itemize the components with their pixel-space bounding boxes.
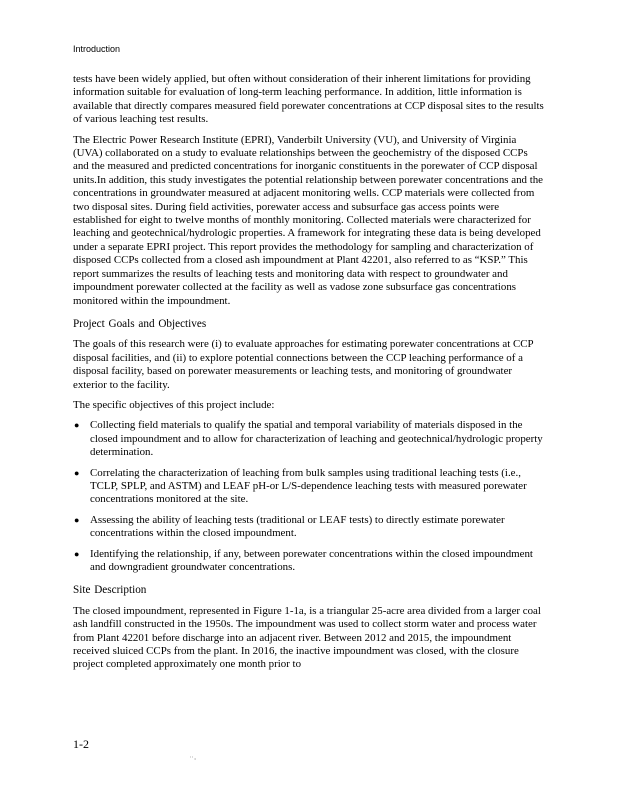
objective-text: Correlating the characterization of leaching from bulk samples using traditional leaching tests (i.e., TCLP, SPLP, and ASTM) and LEAF pH-or L/S-dependence leaching tests with measured porewater concentrations monitored at the site. — [90, 466, 527, 506]
intro-paragraph-2: The Electric Power Research Institute (EPRI), Vanderbilt University (VU), and University of Virginia (UVA) collaborated on a study to evaluate relationships between the geochemistry of the disposed CCPs and the measured and predicted concentrations for inorganic constituents in the porewater of CCP disposal units.In addition, this study investigates the potential relationship between porewater concentrations and the concentrations in groundwater measured at adjacent monitoring wells. CCP materials were collected from two disposal sites. During field activities, porewater access and subsurface gas access points were established for eight to twelve months of monthly monitoring. Collected materials were characterized for leaching and geotechnical/hydrologic properties. A framework for integrating these data is being developed under a separate EPRI project. This report provides the methodology for sampling and characterization of disposed CCPs collected from a closed ash impoundment at Plant 42201, also referred to as “KSP.” This report summarizes the results of leaching tests and monitoring data with respect to groundwater and impoundment porewater collected at the facility as well as vadose zone subsurface gas concentrations monitored within the impoundment. — [73, 133, 543, 307]
objective-text: Collecting field materials to qualify the spatial and temporal variability of materials disposed in the closed impoundment and to allow for characterization of leaching and geotechnical/hydrologic property determination. — [90, 419, 543, 459]
objectives-list — [73, 419, 545, 574]
footer-mark: ' ' ‹ — [190, 757, 196, 762]
site-paragraph: The closed impoundment, represented in Figure 1-1a, is a triangular 25-acre area divided from a larger coal ash landfill constructed in the 1950s. The impoundment was used to collect storm water and process water from Plant 42201 before discharge into an adjacent river. Between 2012 and 2015, the impoundment received sluiced CCPs from the plant. In 2016, the inactive impoundment was closed, with the closure project completed approximately one month prior to — [73, 604, 541, 671]
running-header: Introduction — [73, 44, 121, 54]
objective-item — [73, 467, 545, 507]
bullet-icon: ● — [74, 467, 80, 478]
intro-paragraph-1: tests have been widely applied, but often without consideration of their inherent limitations for providing information suitable for evaluation of long-term leaching performance. In addition, little information is available that directly compares measured field porewater concentrations at CCP disposal sites to the results of various leaching test results. — [73, 73, 544, 126]
objective-text: Assessing the ability of leaching tests (traditional or LEAF tests) to directly estimate porewater concentrations within the closed impoundment. — [90, 513, 505, 540]
objective-item — [73, 419, 545, 459]
objective-item — [73, 548, 545, 575]
page-number: 1-2 — [73, 737, 89, 751]
site-heading: Site Description — [73, 584, 147, 597]
objective-item — [73, 514, 545, 541]
objective-text: Identifying the relationship, if any, between porewater concentrations within the closed impoundment and downgradient groundwater concentrations. — [90, 547, 533, 573]
bullet-icon: ● — [74, 420, 80, 431]
bullet-icon: ● — [74, 548, 80, 559]
bullet-icon: ● — [74, 514, 80, 525]
goals-heading: Project Goals and Objectives — [73, 317, 207, 330]
goals-paragraph: The goals of this research were (i) to evaluate approaches for estimating porewater concentrations at CCP disposal facilities, and (ii) to explore potential connections between the CCP leaching performance of a disposal facility, based on porewater measurements or leaching tests, and monitoring of groundwater exterior to the facility. — [73, 338, 534, 391]
body-text — [73, 73, 545, 679]
objectives-intro: The specific objectives of this project include: — [73, 398, 275, 411]
